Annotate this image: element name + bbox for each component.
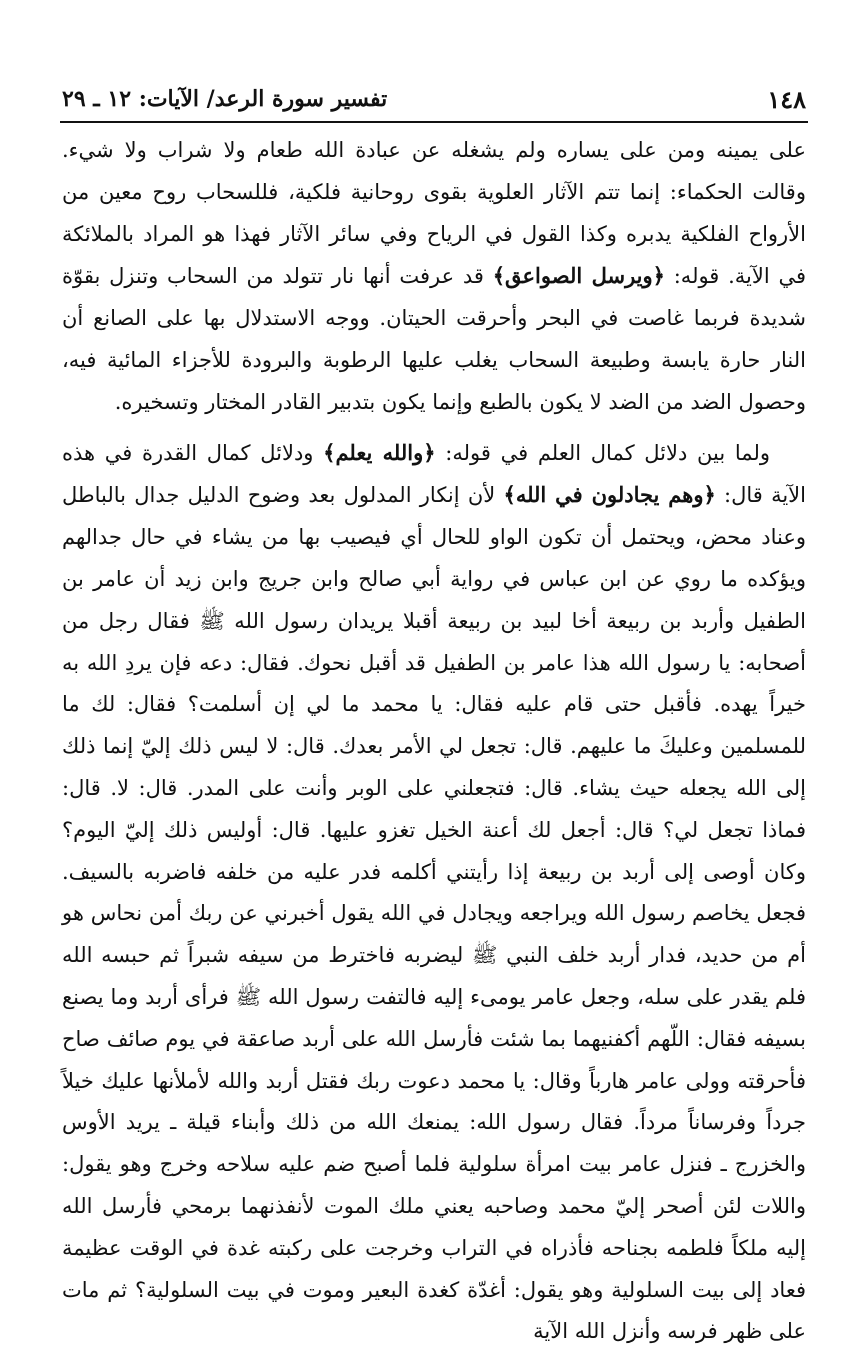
page-number: ١٤٨: [767, 84, 806, 114]
paragraph-2-text-1: ولما بين دلائل كمال العلم في قوله:: [435, 440, 770, 465]
quran-quote-wallahu-yalam: ﴿والله يعلم﴾: [323, 439, 436, 465]
paragraph-2-text-2: ودلائل كمال القدرة في هذه الآية قال:: [62, 440, 806, 508]
paragraph-1: [62, 130, 806, 424]
paragraph-2-text-3: لأن إنكار المدلول بعد وضوح الدليل جدال بالباطل وعناد محض، ويحتمل أن تكون الواو للحال أي فيصيب بها من يشاء في حال جدالهم ويؤكده ما روي عن ابن عباس في رواية أبي صالح وابن جريج وابن زيد أن عامر بن الطفيل وأربد بن ربيعة أخا لبيد بن ربيعة أقبلا يريدان رسول الله ﷺ فقال رجل من أصحابه: يا رسول الله هذا عامر بن الطفيل قد أقبل نحوك. فقال: دعه فإن يردِ الله به خيراً يهده. فأقبل حتى قام عليه فقال: يا محمد ما لي إن أسلمت؟ فقال: لك ما للمسلمين وعليكَ ما عليهم. قال: تجعل لي الأمر بعدك. قال: لا ليس ذلك إليّ إنما ذلك إلى الله يجعله حيث يشاء. قال: فتجعلني على الوبر وأنت على المدر. قال: لا. قال: فماذا تجعل لي؟ قال: أجعل لك أعنة الخيل تغزو عليها. قال: أوليس ذلك إليّ اليوم؟ وكان أوصى إلى أربد بن ربيعة إذا رأيتني أكلمه فدر عليه من خلفه فاضربه بالسيف. فجعل يخاصم رسول الله ويراجعه ويجادل في الله يقول أخبرني عن ربك أمن نحاس هو أم من حديد، فدار أربد خلف النبي ﷺ ليضربه فاخترط من سيفه شبراً ثم حبسه الله فلم يقدر على سله، وجعل عامر يومىء إليه فالتفت رسول الله ﷺ فرأى أربد وما يصنع بسيفه فقال: اللّهم أكفنيهما بما شئت فأرسل الله على أربد صاعقة في يوم صائف صاح فأحرقته وولى عامر هارباً وقال: يا محمد دعوت ربك فقتل أربد والله لأملأنها عليك خيلاً جرداً وفرساناً مرداً. فقال رسول الله: يمنعك الله من ذلك وأبناء قيلة ـ يريد الأوس والخزرج ـ فنزل عامر بيت امرأة سلولية فلما أصبح ضم عليه سلاحه وخرج وهو يقول: واللات لئن أصحر إليّ محمد وصاحبه يعني ملك الموت لأنفذنهما برمحي فأرسل الله إليه ملكاً فلطمه بجناحه فأذراه في التراب وخرجت على ركبته غدة في الوقت عظيمة فعاد إلى بيت السلولية وهو يقول: أغدّة كغدة البعير وموت في بيت السلولية؟ ثم مات على ظهر فرسه وأنزل الله الآية: [62, 483, 806, 1344]
paragraph-2: [62, 432, 806, 1354]
quran-quote-yujadiluna: ﴿وهم يجادلون في الله﴾: [503, 482, 716, 508]
running-title: تفسير سورة الرعد/ الآيات: ١٢ ـ ٢٩: [62, 86, 388, 112]
quran-quote-yursilu-al-sawaiq: ﴿ويرسل الصواعق﴾: [492, 263, 665, 289]
running-header: [62, 80, 806, 118]
paragraph-1-text-1: على يمينه ومن على يساره ولم يشغله عن عبادة الله طعام ولا شراب ولا شيء. وقالت الحكماء: إنما تتم الآثار العلوية بقوى روحانية فلكية، فللسحاب روح معين من الأرواح الفلكية يدبره وكذا القول في الرياح وفي سائر الآثار فهذا هو المراد بالملائكة في الآية. قوله:: [62, 138, 807, 289]
header-divider: [60, 121, 808, 123]
body-text: [62, 130, 806, 1353]
paragraph-1-text-2: قد عرفت أنها نار تتولد من السحاب وتنزل بقوّة شديدة فربما غاصت في البحر وأحرقت الحيتان. ووجه الاستدلال بها على الصانع أن النار حارة يابسة وطبيعة السحاب يغلب عليها الرطوبة والبرودة للأجزاء المائية فيه، وحصول الضد من الضد لا يكون بالطبع وإنما يكون بتدبير القادر المختار وتسخيره.: [62, 264, 806, 414]
